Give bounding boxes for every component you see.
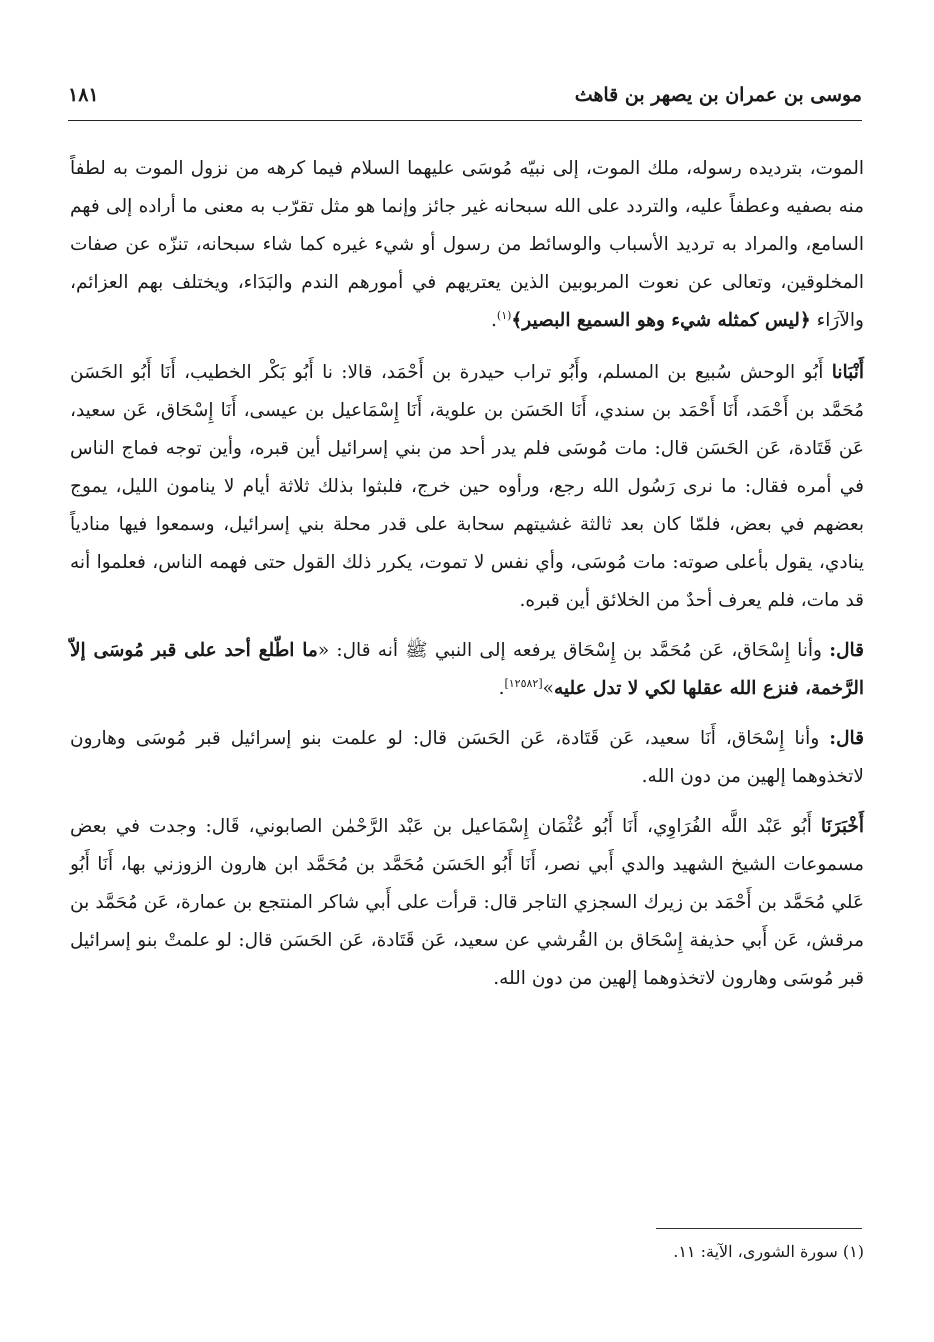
- paragraph-3-lead: قال:: [829, 640, 865, 661]
- paragraph-5-lead: أَخْبَرَنَا: [820, 816, 864, 837]
- paragraph-3-text: وأنا إِسْحَاق، عَن مُحَمَّد بن إِسْحَاق يرفعه إلى النبي ﷺ أنه قال: «: [317, 640, 830, 661]
- header-rule: [68, 120, 862, 121]
- running-title: موسى بن عمران بن يصهر بن قاهث: [574, 84, 862, 106]
- footnote-rule: [656, 1228, 862, 1229]
- paragraph-2-lead: أَنْبَانا: [831, 362, 864, 383]
- paragraph-5-text: أَبُو عَبْد اللَّه الفُرَاوِي، أَنَا أَبُو عُثْمَان إِسْمَاعيل بن عَبْد الرَّحْمٰن الصابوني، قَال: وجدت في بعض مسموعات الشيخ الشهيد والدي أَبي نصر، أَنَا أَبُو الحَسَن مُحَمَّد بن مُحَمَّد ابن هارون الزوزني بها، أَنَا أَبُو عَلي مُحَمَّد بن أَحْمَد بن زيرك السجزي التاجر قال: قرأت على أَبي شاكر المنتجع بن عمارة، عَن مُحَمَّد بن مرقش، عَن أَبي حذيفة إِسْحَاق بن القُرشي عن سعيد، عَن قَتَادة، عَن الحَسَن قال: لو علمتْ بنو إسرائيل قبر مُوسَى وهارون لاتخذوهما إلهين من دون الله.: [70, 816, 864, 989]
- hadith-number: [١٢٥٨٢]: [504, 676, 543, 690]
- page-number: ١٨١: [68, 84, 99, 106]
- paragraph-5: [70, 808, 864, 998]
- running-head: [68, 80, 862, 116]
- paragraph-2: [70, 354, 864, 620]
- body-text: [70, 150, 864, 1010]
- paragraph-3-end: .: [498, 678, 505, 699]
- paragraph-4-lead: قال:: [829, 728, 864, 749]
- paragraph-2-text: أَبُو الوحش سُبيع بن المسلم، وأَبُو تراب حيدرة بن أَحْمَد، قالا: نا أَبُو بَكْر الخطيب، أَنَا أَبُو الحَسَن مُحَمَّد بن أَحْمَد، أَنَا أَحْمَد بن سندي، أَنَا الحَسَن بن علوية، أَنَا إِسْمَاعيل بن عيسى، أَنَا إِسْحَاق، عَن سعيد، عَن قَتَادة، عَن الحَسَن قال: مات مُوسَى فلم يدر أحد من بني إسرائيل أين قبره، وأين توجه فماج الناس في أمره فقال: ما نرى رَسُول الله رجع، ورأوه حين خرج، فلبثوا بذلك ثلاثة أيام لا ينامون الليل، يموج بعضهم في بعض، فلمّا كان بعد ثالثة غشيتهم سحابة على قدر محلة بني إسرائيل، وسمعوا فيها منادياً ينادي، يقول بأعلى صوته: مات مُوسَى، وأي نفس لا تموت، يكرر ذلك القول حتى فهمه الناس، فعلموا أنه قد مات، فلم يعرف أحدٌ من الخلائق أين قبره.: [70, 362, 864, 611]
- paragraph-1-text: الموت، بترديده رسوله، ملك الموت، إلى نبيّه مُوسَى عليهما السلام فيما كرهه من نزول الموت به لطفاً منه بصفيه وعطفاً عليه، والتردد على الله سبحانه غير جائز وإنما هو مثل تقرّب به معنى ما أراده إلى فهم السامع، والمراد به ترديد الأسباب والوسائط من رسول أو شيء غيره كما شاء سبحانه، تنزّه عن صفات المخلوقين، وتعالى عن نعوت المربوبين الذين يعتريهم في أمورهم الندم والبَدَاء، ويختلف بهم العزائم، والآرَاء: [70, 158, 864, 331]
- hadith-quote: ما اطّلع أحد على قبر مُوسَى إلاّ الرَّخمة، فنزع الله عقلها لكي لا تدل عليه: [70, 640, 864, 699]
- paragraph-4: [70, 720, 864, 796]
- hadith-quote-close: »: [542, 678, 554, 699]
- paragraph-1-end: .: [491, 310, 497, 331]
- paragraph-3: [70, 632, 864, 708]
- quran-quote: ﴿ليس كمثله شيء وهو السميع البصير﴾: [511, 310, 811, 331]
- footnote: (١) سورة الشورى، الآية: ١١.: [673, 1242, 864, 1261]
- paragraph-4-text: وأنا إِسْحَاق، أَنَا سعيد، عَن قَتَادة، عَن الحَسَن قال: لو علمت بنو إسرائيل قبر مُوسَى وهارون لاتخذوهما إلهين من دون الله.: [70, 728, 864, 787]
- footnote-ref: (١): [496, 308, 512, 322]
- paragraph-1: [70, 150, 864, 340]
